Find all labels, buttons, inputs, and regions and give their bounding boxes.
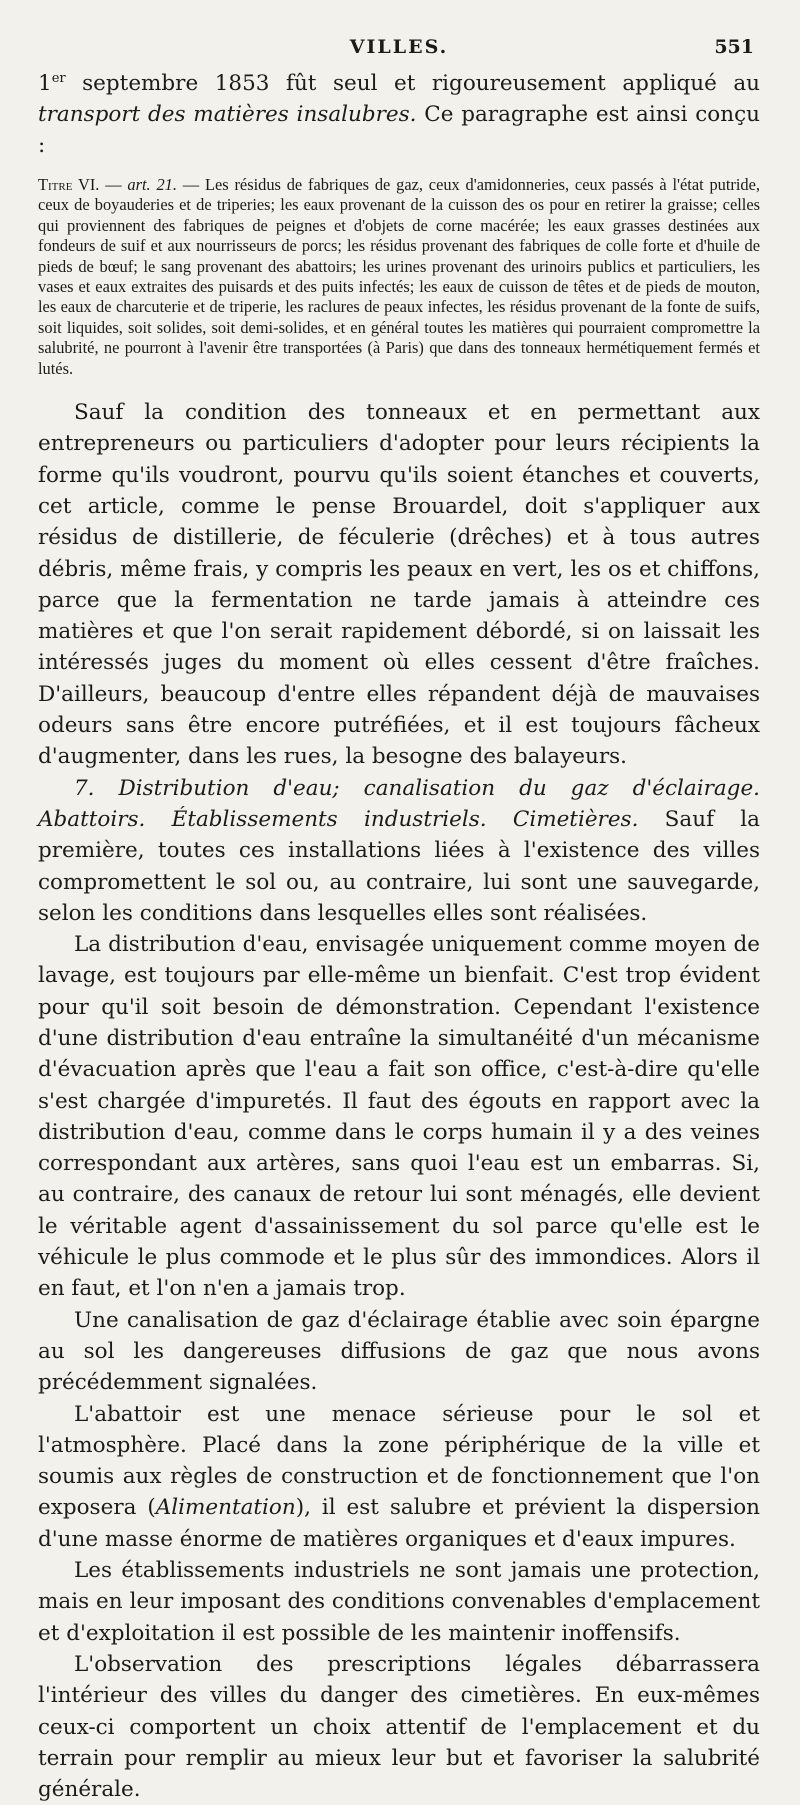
section-heading: 7. Distribution d'eau; canalisation du gaz d'éclairage. Abattoirs. Établissements industriels. Cimetières. — [38, 775, 760, 832]
paragraph-4: Une canalisation de gaz d'éclairage établie avec soin épargne au sol les dangereuses diffusions de gaz que nous avons précédemment signalées. — [38, 1307, 760, 1396]
quoted-regulation — [38, 175, 760, 379]
lead-ordinal-suffix: er — [51, 70, 66, 86]
paragraph-5-italic: Alimentation — [155, 1495, 296, 1521]
running-head — [38, 0, 760, 68]
paragraph-3: La distribution d'eau, envisagée uniquement comme moyen de lavage, est toujours par elle-même un bienfait. C'est trop évident pour qu'il soit besoin de démonstration. Cependant l'existence d'une distribution d'eau entraîne la simultanéité d'un mécanisme d'évacuation après que l'eau a fait son office, c'est-à-dire qu'elle s'est chargée d'impuretés. Il faut des égouts en rapport avec la distribution d'eau, comme dans le corps humain il y a des veines correspondant aux artères, sans quoi l'eau est un embarras. Si, au contraire, des canaux de retour lui sont ménagés, elle devient le véritable agent d'assainissement du sol parce qu'elle est le véhicule le plus commode et le plus sûr des immondices. Alors il en faut, et l'on n'en a jamais trop. — [38, 932, 760, 1302]
lead-text-b: Ce paragraphe est ainsi conçu : — [38, 102, 760, 158]
quote-article: art. 21. — [127, 175, 177, 194]
paragraph-2-text: Sauf la première, toutes ces installations liées à l'existence des villes compromettent le sol ou, au contraire, lui sont une sauvegarde, selon les conditions dans lesquelles elles sont réalisées. — [38, 806, 760, 926]
paragraph-5 — [38, 1399, 760, 1555]
quote-label: Titre VI. — — [38, 175, 128, 194]
paragraph-7: L'observation des prescriptions légales débarrassera l'intérieur des villes du danger des cimetières. En eux-mêmes ceux-ci comportent un choix attentif de l'emplacement et du terrain pour remplir au mieux leur but et favoriser la salubrité générale. — [38, 1651, 760, 1803]
paragraph-6: Les établissements industriels ne sont jamais une protection, mais en leur imposant des conditions convenables d'emplacement et d'exploitation il est possible de les maintenir inoffensifs. — [38, 1558, 760, 1646]
lead-ordinal: 1 — [38, 71, 52, 96]
paragraph-5-text-b: ), il est salubre et prévient la dispersion d'une masse énorme de matières organiques et d'eaux impures. — [38, 1495, 760, 1552]
lead-paragraph — [38, 68, 760, 161]
paragraph-1: Sauf la condition des tonneaux et en permettant aux entrepreneurs ou particuliers d'adopter pour leurs récipients la forme qu'ils voudront, pourvu qu'ils soient étanches et couverts, cet article, comme le pense Brouardel, doit s'appliquer aux résidus de distillerie, de féculerie (drêches) et à tous autres débris, même frais, y compris les peaux en vert, les os et chiffons, parce que la fermentation ne tarde jamais à atteindre ces matières et que l'on serait rapidement débordé, si on laissait les intéressés juges du moment où elles cessent d'être fraîches. D'ailleurs, beaucoup d'entre elles répandent déjà de mauvaises odeurs sans être encore putréfiées, et il est toujours fâcheux d'augmenter, dans les rues, la besogne des balayeurs. — [38, 400, 760, 770]
paragraph-5-text-a: L'abattoir est une menace sérieuse pour le sol et l'atmosphère. Placé dans la zone périphérique de la ville et soumis aux règles de construction et de fonctionnement que l'on exposera ( — [38, 1401, 760, 1521]
paragraph-2 — [38, 773, 760, 929]
lead-italic: transport des matières insalubres. — [38, 102, 417, 127]
lead-text-a: septembre 1853 fût seul et rigoureusement appliqué au — [65, 71, 760, 96]
page-number: 551 — [714, 36, 754, 58]
quote-text: — Les résidus de fabriques de gaz, ceux d'amidonneries, ceux passés à l'état putride, ceux de boyauderies et de triperies; les eaux provenant de la cuisson des os pour en retirer la graisse; celles qui proviennent des fabriques de peignes et d'objets de corne macérée; les eaux grasses destinées aux fondeurs de suif et aux nourrisseurs de porcs; les résidus provenant des fabriques de colle forte et d'huile de pieds de bœuf; le sang provenant des abattoirs; les urines provenant des urinoirs publics et particuliers, les vases et eaux extraites des puisards et des puits infectés; les eaux de cuisson de têtes et de pieds de mouton, les eaux de charcuterie et de triperie, les raclures de peaux infectes, les résidus provenant de la fonte de suifs, soit liquides, soit solides, soit demi-solides, et en général toutes les matières qui pourraient compromettre la salubrité, ne pourront à l'avenir être transportées (à Paris) que dans des tonneaux hermétiquement fermés et lutés. — [38, 175, 760, 378]
running-title: VILLES. — [349, 36, 449, 58]
